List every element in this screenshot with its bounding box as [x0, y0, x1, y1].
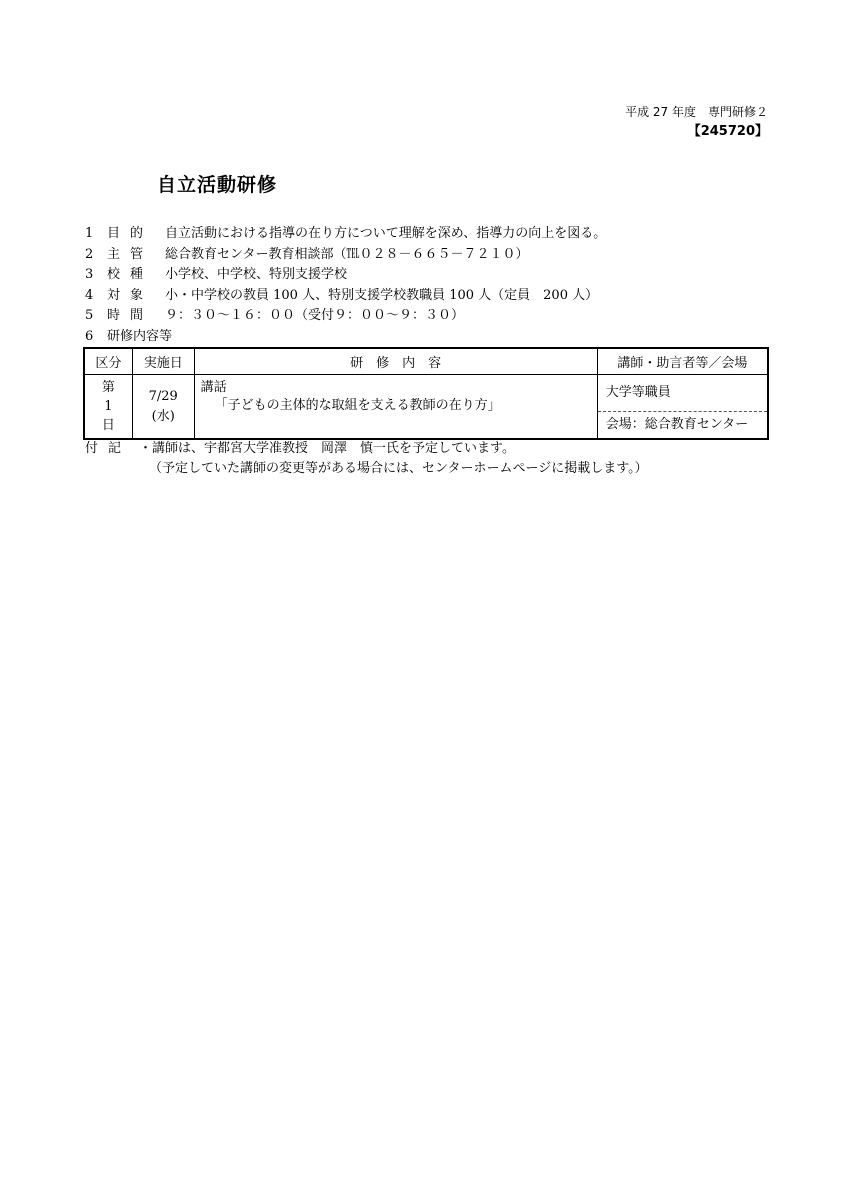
content-detail: 「子どもの主体的な取組を支える教師の在り方」: [214, 398, 501, 413]
outline-item-purpose: [85, 224, 606, 245]
kubun-char: 第: [101, 380, 115, 395]
item-number: 2: [85, 246, 94, 262]
lecturer-name: 大学等職員: [598, 375, 767, 412]
note-row: [85, 439, 648, 459]
header-lecturer: 講師・助言者等／会場: [597, 348, 768, 375]
outline-item-time: [85, 306, 606, 327]
item-label: 校種: [107, 267, 154, 282]
kubun-cell: [84, 375, 132, 440]
note-line-secondary: （予定していた講師の変更等がある場合には、センターホームページに掲載します。）: [149, 461, 648, 476]
item-label: 主管: [107, 246, 154, 262]
course-code: 【245720】: [687, 124, 768, 139]
schedule-table: [83, 347, 769, 440]
content-title: 講話: [200, 380, 227, 395]
header-content: 研 修 内 容: [194, 348, 597, 375]
item-number: 6: [85, 328, 94, 344]
item-number: 3: [85, 267, 94, 282]
item-label: 対象: [107, 287, 154, 303]
outline-item-content: [85, 327, 606, 348]
kubun-char: 日: [101, 418, 115, 433]
notes-label: 付記: [85, 441, 132, 456]
item-text: 総合教育センター教育相談部（℡０２８－６６５－７２１０）: [165, 246, 529, 262]
page-title: 自立活動研修: [157, 174, 278, 196]
item-label: 目的: [107, 226, 154, 241]
item-text: ９：３０～１６：００（受付９：００～９：３０）: [165, 308, 465, 323]
item-text: 小・中学校の教員 100 人、特別支援学校教職員 100 人（定員 200 人）: [165, 287, 599, 303]
header-date: 実施日: [132, 348, 194, 375]
content-cell: [194, 375, 597, 440]
date-weekday: (水): [151, 408, 175, 424]
outline-item-organizer: [85, 245, 606, 266]
item-label: 研修内容等: [107, 328, 173, 344]
notes-section: [85, 439, 648, 479]
item-number: 4: [85, 287, 94, 303]
note-line: ・講師は、宇都宮大学准教授 岡澤 慎一氏を予定しています。: [139, 441, 515, 456]
item-number: 1: [85, 226, 94, 241]
outline-item-target: [85, 286, 606, 307]
item-text: 自立活動における指導の在り方について理解を深め、指導力の向上を図る。: [165, 226, 607, 241]
fiscal-year-label: 平成 27 年度 専門研修２: [625, 105, 768, 119]
item-number: 5: [85, 308, 94, 323]
item-label: 時間: [107, 308, 154, 323]
table-row: [84, 375, 768, 440]
header-kubun: 区分: [84, 348, 132, 375]
document-header: [625, 103, 768, 141]
date-cell: [132, 375, 194, 440]
date-day: 7/29: [148, 388, 178, 404]
outline-list: [85, 224, 606, 347]
lecturer-cell: [597, 375, 768, 440]
kubun-char: 1: [104, 399, 113, 414]
table-header-row: [84, 348, 768, 375]
item-text: 小学校、中学校、特別支援学校: [165, 267, 348, 282]
outline-item-school-type: [85, 265, 606, 286]
venue-label: 会場：総合教育センター: [605, 417, 749, 432]
